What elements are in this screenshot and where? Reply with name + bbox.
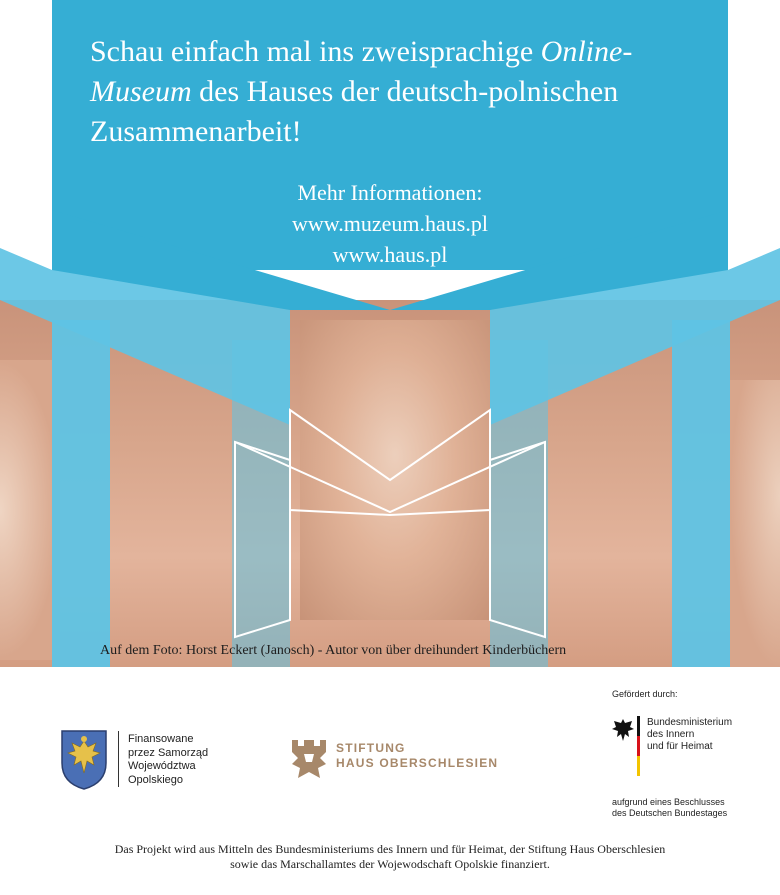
bmi-line2: des Innern bbox=[647, 729, 695, 740]
opolskie-line2: przez Samorząd bbox=[128, 746, 209, 759]
opolskie-line3: Województwa bbox=[128, 760, 196, 772]
stiftung-name bbox=[336, 741, 498, 771]
stiftung-eagle-logo-icon bbox=[290, 738, 328, 780]
headline bbox=[90, 32, 730, 152]
opolskie-line1: Finansowane bbox=[128, 733, 194, 745]
stiftung-line1: STIFTUNG bbox=[336, 741, 406, 755]
opolskie-text bbox=[128, 733, 208, 787]
federal-eagle-icon bbox=[612, 718, 634, 742]
right-white-wedge bbox=[728, 0, 780, 270]
opolskie-line4: Opolskiego bbox=[128, 773, 184, 786]
stiftung-line2: HAUS OBERSCHLESIEN bbox=[336, 756, 499, 770]
more-info-block bbox=[240, 177, 540, 270]
headline-italic: Online-Museum bbox=[90, 35, 633, 108]
inner-left-pillar bbox=[232, 340, 290, 667]
museum-url-link[interactable]: www.muzeum.haus.pl bbox=[292, 211, 488, 236]
funding-footer bbox=[0, 842, 780, 872]
inner-right-pillar bbox=[490, 340, 548, 667]
headline-part2: des Hauses der deutsch-polnischen Zusammenarbeit! bbox=[90, 75, 619, 148]
more-info-label: Mehr Informationen: bbox=[297, 180, 483, 205]
opolskie-divider bbox=[118, 731, 119, 787]
opolskie-crest-icon bbox=[60, 729, 108, 791]
footer-line2: sowie das Marschallamtes der Wojewodschaft Opolskie finanziert. bbox=[230, 857, 550, 871]
left-white-wedge bbox=[0, 0, 52, 270]
bmi-line3: und für Heimat bbox=[647, 741, 713, 752]
photo-caption: Auf dem Foto: Horst Eckert (Janosch) - Autor von über dreihundert Kinderbüchern bbox=[100, 643, 567, 658]
resolution-line1: aufgrund eines Beschlusses bbox=[612, 797, 725, 807]
funded-by-label: Gefördert durch: bbox=[612, 689, 678, 699]
right-pillar bbox=[672, 320, 730, 667]
footer-line1: Das Projekt wird aus Mitteln des Bundesministeriums des Innern und für Heimat, der Stiftung Haus Oberschlesien bbox=[114, 842, 666, 856]
bundestag-resolution bbox=[612, 797, 727, 819]
bmi-name bbox=[647, 717, 732, 753]
bmi-line1: Bundesministerium bbox=[647, 717, 733, 728]
resolution-line2: des Deutschen Bundestages bbox=[612, 808, 728, 818]
german-flag-bar bbox=[637, 716, 640, 776]
headline-part1: Schau einfach mal ins zweisprachige bbox=[90, 35, 541, 68]
haus-url-link[interactable]: www.haus.pl bbox=[332, 242, 448, 267]
left-pillar bbox=[52, 320, 110, 667]
